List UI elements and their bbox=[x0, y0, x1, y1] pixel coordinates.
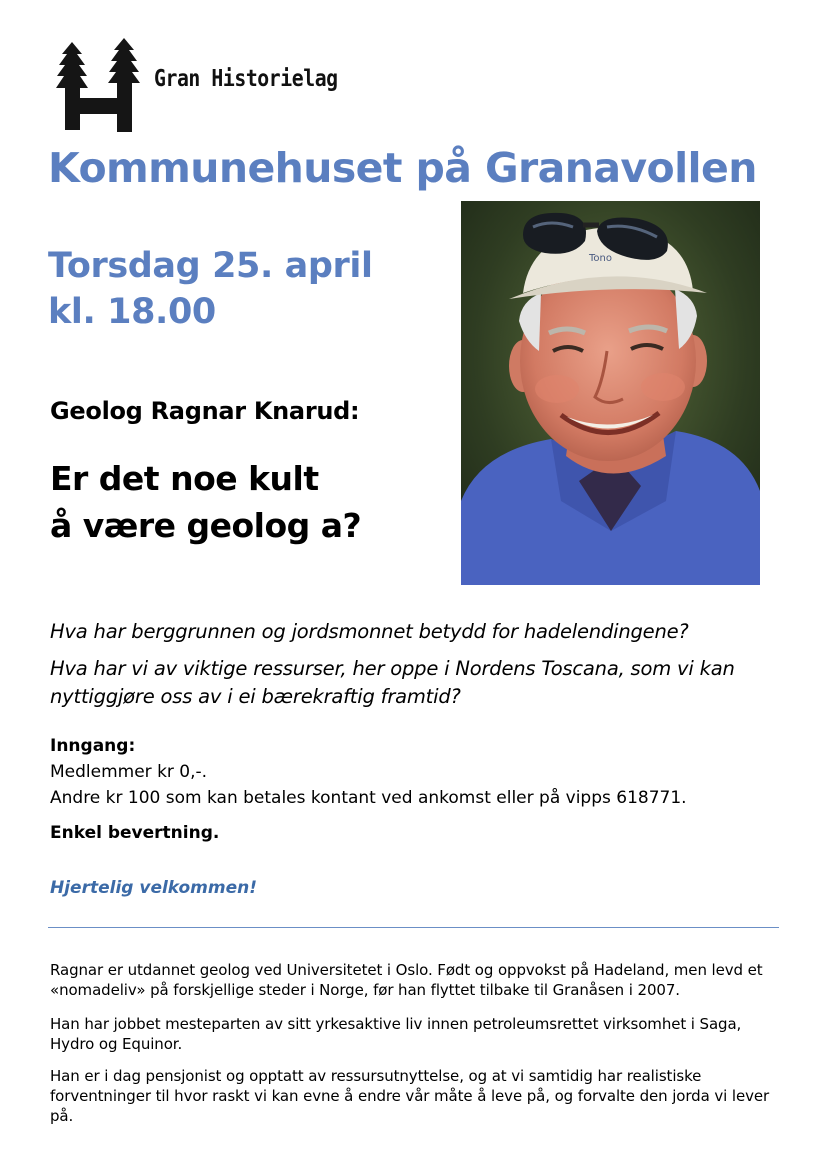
bio-paragraph-1: Ragnar er utdannet geolog ved Universitetet i Oslo. Født og oppvokst på Hadeland, men levd et «nomadeliv» på forskjellige steder i Norge, før han flyttet tilbake til Granåsen i 2007. bbox=[50, 961, 763, 999]
question-2: Hva har vi av viktige ressurser, her oppe i Nordens Toscana, som vi kan nyttiggjøre oss av i ei bærekraftig framtid? bbox=[50, 657, 735, 708]
bio-paragraph-2: Han har jobbet mesteparten av sitt yrkesaktive liv innen petroleumsrettet virksomhet i Saga, Hydro og Equinor. bbox=[50, 1015, 742, 1053]
entry-others-price: Andre kr 100 som kan betales kontant ved ankomst eller på vipps 618771. bbox=[50, 788, 687, 808]
org-name: Gran Historielag bbox=[154, 66, 338, 92]
talk-title-line-2: å være geolog a? bbox=[50, 506, 362, 545]
gran-historielag-logo bbox=[56, 38, 146, 132]
venue-heading: Kommunehuset på Granavollen bbox=[48, 144, 757, 192]
talk-title-line-1: Er det noe kult bbox=[50, 459, 319, 498]
entry-members-price: Medlemmer kr 0,-. bbox=[50, 762, 208, 782]
event-time: kl. 18.00 bbox=[48, 292, 216, 332]
refreshments-note: Enkel bevertning. bbox=[50, 823, 220, 843]
bio-paragraph-3: Han er i dag pensjonist og opptatt av ressursutnyttelse, og at vi samtidig har realistiske forventninger til hvor raskt vi kan evne å endre vår måte å leve på, og forvalte den jorda vi lever på. bbox=[50, 1067, 770, 1125]
welcome-text: Hjertelig velkommen! bbox=[50, 878, 257, 898]
divider bbox=[48, 927, 779, 928]
speaker-portrait-photo bbox=[461, 201, 760, 585]
event-date: Torsdag 25. april bbox=[48, 246, 373, 286]
speaker-name: Geolog Ragnar Knarud: bbox=[50, 397, 360, 425]
entry-heading: Inngang: bbox=[50, 736, 136, 756]
question-1: Hva har berggrunnen og jordsmonnet betydd for hadelendingene? bbox=[50, 620, 689, 643]
svg-text:Tono: Tono bbox=[589, 253, 612, 264]
